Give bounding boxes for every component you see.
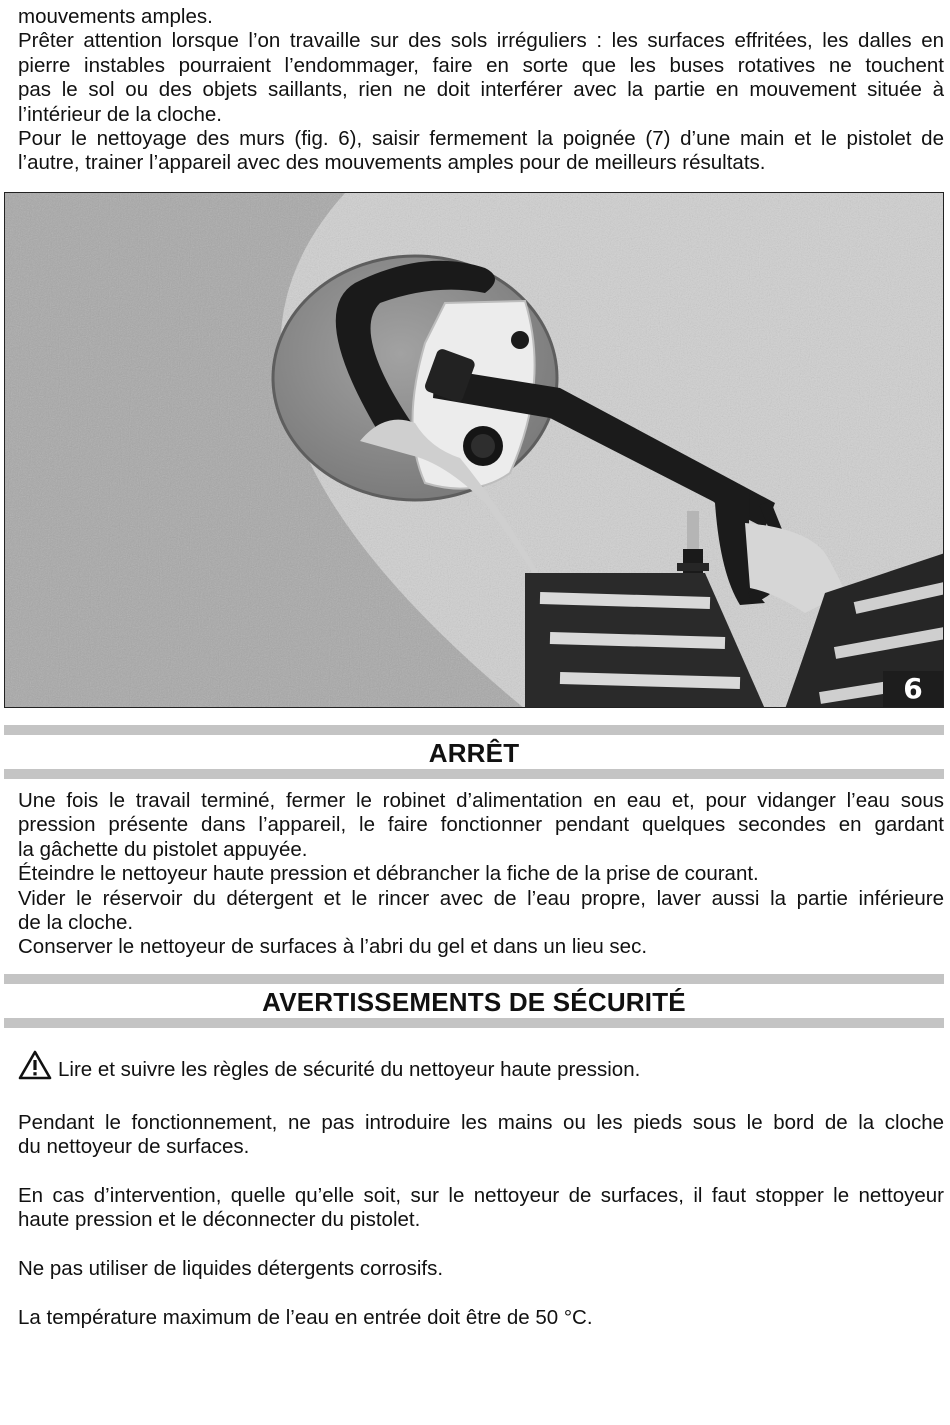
text-line: Conserver le nettoyeur de surfaces à l’abri du gel et dans un lieu sec.: [18, 935, 648, 959]
text-line: pas le sol ou des objets saillants, rien ne doit interférer avec la partie en mouvement située à: [18, 78, 944, 102]
section-divider: [4, 974, 944, 984]
text-line: En cas d’intervention, quelle qu’elle soit, sur le nettoyeur de surfaces, il faut stopper le nettoyeur: [18, 1184, 944, 1207]
safety-paragraph-3: [18, 1257, 944, 1281]
section-title-securite: AVERTISSEMENTS DE SÉCURITÉ: [262, 987, 686, 1017]
text-line: Prêter attention lorsque l’on travaille sur des sols irréguliers : les surfaces effritées, les dalles en: [18, 29, 944, 53]
text-line: l’autre, trainer l’appareil avec des mouvements amples pour de meilleurs résultats.: [18, 151, 766, 175]
text-line: Ne pas utiliser de liquides détergents corrosifs.: [18, 1257, 444, 1280]
surface-cleaner-illustration: [5, 193, 944, 708]
section-divider: [4, 725, 944, 735]
section-divider: [4, 1018, 944, 1028]
text-line: haute pression et le déconnecter du pistolet.: [18, 1208, 421, 1232]
intro-paragraph: [18, 5, 944, 176]
safety-paragraph-1: [18, 1111, 944, 1160]
figure-6-photo: [4, 192, 944, 708]
safety-paragraph-4: [18, 1306, 944, 1330]
text-line: la gâchette du pistolet appuyée.: [18, 837, 308, 861]
text-line: l’intérieur de la cloche.: [18, 102, 222, 126]
text-line: Éteindre le nettoyeur haute pression et débrancher la fiche de la prise de courant.: [18, 862, 759, 886]
warning-text: Lire et suivre les règles de sécurité du nettoyeur haute pression.: [58, 1058, 641, 1081]
text-line: mouvements amples.: [18, 5, 213, 28]
text-line: pression présente dans l’appareil, le faire fonctionner pendant quelques secondes en gardant: [18, 813, 944, 837]
warning-triangle-icon: [18, 1050, 52, 1080]
text-line: La température maximum de l’eau en entrée doit être de 50 °C.: [18, 1306, 593, 1329]
text-line: du nettoyeur de surfaces.: [18, 1135, 250, 1159]
text-line: Pour le nettoyage des murs (fig. 6), saisir fermement la poignée (7) d’une main et le pistolet de: [18, 127, 944, 151]
text-line: Pendant le fonctionnement, ne pas introduire les mains ou les pieds sous le bord de la cloche: [18, 1111, 944, 1134]
text-line: pierre instables pourraient l’endommager, faire en sorte que les buses rotatives ne touchent: [18, 53, 944, 77]
arret-paragraph: [18, 789, 944, 960]
warning-line: [18, 1050, 944, 1083]
text-line: de la cloche.: [18, 911, 134, 935]
section-title-arret: ARRÊT: [428, 738, 520, 768]
safety-paragraph-2: [18, 1184, 944, 1233]
text-line: Vider le réservoir du détergent et le rincer avec de l’eau propre, laver aussi la partie inférieure: [18, 886, 944, 910]
section-divider: [4, 769, 944, 779]
text-line: Une fois le travail terminé, fermer le robinet d’alimentation en eau et, pour vidanger l’eau sous: [18, 789, 944, 812]
figure-number: 6: [883, 671, 943, 707]
